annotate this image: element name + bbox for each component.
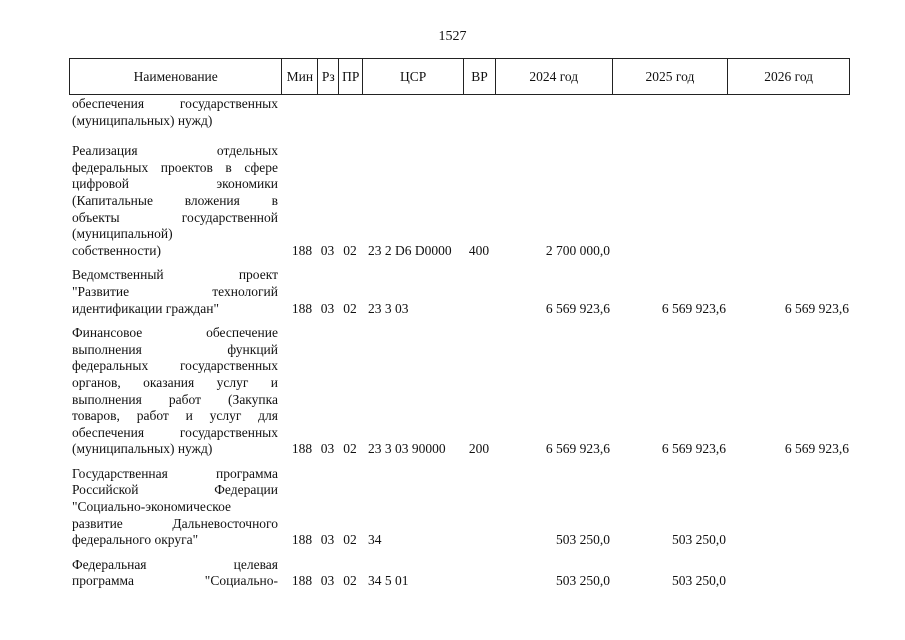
row-csr: 23 3 03 <box>368 300 409 316</box>
row-2024: 503 250,0 <box>556 573 610 589</box>
name-line: выполнения функций <box>72 341 278 357</box>
header-min: Мин <box>281 59 317 94</box>
row-name <box>69 557 281 590</box>
row-min: 188 <box>291 441 313 457</box>
header-2026: 2026 год <box>727 59 849 94</box>
row-rz: 03 <box>320 242 335 258</box>
row-pr: 02 <box>343 300 357 316</box>
table-row <box>69 466 850 549</box>
name-line: товаров, работ и услуг для <box>72 408 278 424</box>
row-csr: 34 <box>368 532 382 548</box>
table-row <box>69 557 850 590</box>
name-line: федеральных проектов в сфере <box>72 159 278 175</box>
row-min: 188 <box>291 242 313 258</box>
name-line: (муниципальных) нужд) <box>72 112 213 128</box>
name-line: федерального округа" <box>72 532 199 548</box>
name-line: программа "Социально- <box>72 573 278 589</box>
row-vr: 200 <box>468 441 490 457</box>
row-csr: 23 3 03 90000 <box>368 441 446 457</box>
page-number: 1527 <box>438 29 467 44</box>
row-min: 188 <box>291 573 313 589</box>
name-line: объекты государственной <box>72 209 278 225</box>
name-line: развитие Дальневосточного <box>72 515 278 531</box>
row-pr: 02 <box>343 441 357 457</box>
row-min: 188 <box>291 532 313 548</box>
row-csr: 23 2 D6 D0000 <box>368 242 452 258</box>
table-body <box>69 96 850 598</box>
name-line: Государственная программа <box>72 465 278 481</box>
row-name <box>69 96 281 129</box>
name-line: Реализация отдельных <box>72 143 278 159</box>
row-2025: 503 250,0 <box>672 532 726 548</box>
row-2024: 2 700 000,0 <box>545 242 610 258</box>
header-vr: ВР <box>463 59 495 94</box>
row-name <box>69 466 281 549</box>
row-2025: 6 569 923,6 <box>661 300 726 316</box>
name-line: (муниципальных) нужд) <box>72 441 213 457</box>
header-name: Наименование <box>133 68 218 84</box>
name-line: Российской Федерации <box>72 482 278 498</box>
row-rz: 03 <box>320 441 335 457</box>
row-name <box>69 143 281 259</box>
row-name <box>69 267 281 317</box>
name-line: собственности) <box>72 242 161 258</box>
row-pr: 02 <box>343 573 357 589</box>
row-2026: 6 569 923,6 <box>784 441 849 457</box>
row-pr: 02 <box>343 242 357 258</box>
name-line: Федеральная целевая <box>72 556 278 572</box>
row-name <box>69 325 281 458</box>
row-2026: 6 569 923,6 <box>784 300 849 316</box>
name-line: федеральных государственных <box>72 358 278 374</box>
name-line: выполнения работ (Закупка <box>72 391 278 407</box>
table-header <box>69 58 850 95</box>
row-2024: 6 569 923,6 <box>545 300 610 316</box>
header-2024: 2024 год <box>495 59 612 94</box>
row-pr: 02 <box>343 532 357 548</box>
row-2025: 6 569 923,6 <box>661 441 726 457</box>
row-rz: 03 <box>320 300 335 316</box>
name-line: Финансовое обеспечение <box>72 325 278 341</box>
row-min: 188 <box>291 300 313 316</box>
header-2025: 2025 год <box>612 59 728 94</box>
name-line: обеспечения государственных <box>72 424 278 440</box>
row-rz: 03 <box>320 532 335 548</box>
table-row <box>69 325 850 458</box>
table-row <box>69 96 850 129</box>
name-line: органов, оказания услуг и <box>72 374 278 390</box>
name-line: идентификации граждан" <box>72 300 220 316</box>
row-2025: 503 250,0 <box>672 573 726 589</box>
name-line: (муниципальной) <box>72 226 173 242</box>
name-line: обеспечения государственных <box>72 96 278 111</box>
header-rz: Рз <box>317 59 338 94</box>
header-csr: ЦСР <box>362 59 463 94</box>
row-csr: 34 5 01 <box>368 573 409 589</box>
name-line: "Социально-экономическое <box>72 499 231 515</box>
row-2024: 6 569 923,6 <box>545 441 610 457</box>
name-line: Ведомственный проект <box>72 267 278 283</box>
name-line: (Капитальные вложения в <box>72 192 278 208</box>
table-row <box>69 267 850 317</box>
row-vr: 400 <box>468 242 490 258</box>
header-pr: ПР <box>338 59 362 94</box>
row-rz: 03 <box>320 573 335 589</box>
name-line: "Развитие технологий <box>72 283 278 299</box>
name-line: цифровой экономики <box>72 176 278 192</box>
row-2024: 503 250,0 <box>556 532 610 548</box>
table-row <box>69 143 850 259</box>
